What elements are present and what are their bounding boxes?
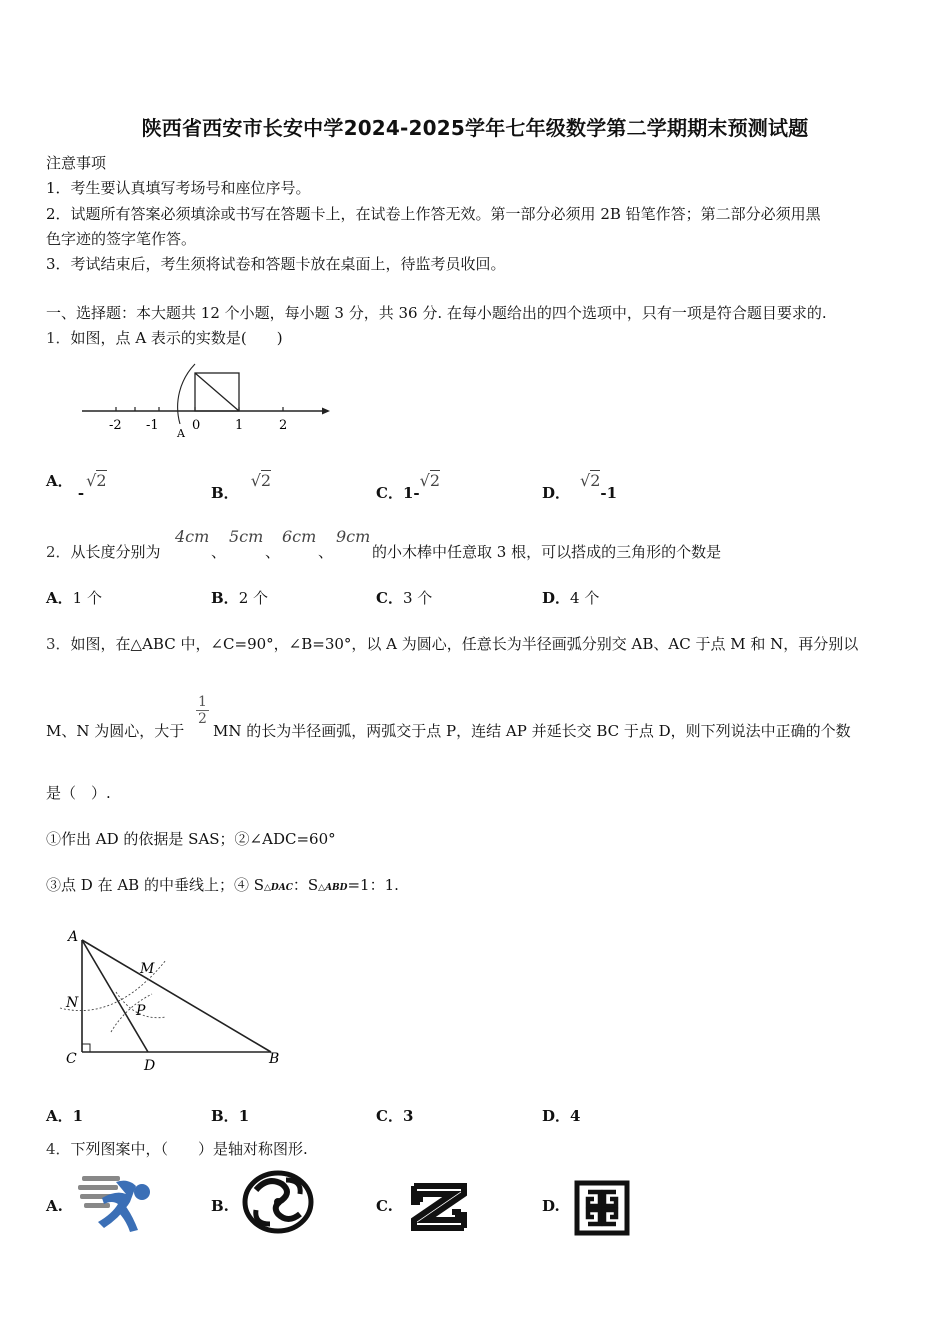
vertex-label: A (68, 929, 79, 945)
question-text: 如图，在△ABC 中，∠C=90°，∠B=30°，以 A 为圆心，任意长为半径画弧分别交 AB、AC 于点 M 和 N，再分别以 (70, 635, 859, 653)
fret-pattern-icon[interactable] (574, 1180, 630, 1236)
question-number: 1． (46, 329, 71, 347)
separator: 、 (318, 543, 334, 561)
option-label: D． (542, 1107, 571, 1125)
question-text: 如图，点 A 表示的实数是( ) (70, 329, 283, 347)
q1-option-c[interactable]: C．1-√2 (376, 471, 441, 502)
separator: 、 (211, 543, 227, 561)
question-tail: 的小木棒中任意取 3 根，可以搭成的三角形的个数是 (372, 543, 722, 561)
fraction-denominator: 2 (198, 711, 207, 727)
length-2: 5cm (229, 527, 264, 546)
tick-label: -2 (109, 418, 122, 433)
question-number: 3． (46, 635, 71, 653)
option-label: B． (211, 1107, 239, 1125)
notice-item-1: 1．考生要认真填写考场号和座位序号。 (46, 179, 311, 197)
tick-label: 0 (192, 418, 201, 433)
sqrt-radicand: 2 (260, 471, 272, 490)
q2-option-a[interactable] (46, 587, 102, 608)
page-title: 陕西省西安市长安中学2024-2025学年七年级数学第二学期期末预测试题 (141, 116, 809, 140)
subscript: △DAC (264, 883, 293, 893)
option-label: D． (542, 484, 571, 502)
fraction-one-half (196, 694, 209, 727)
q4-option-d-label[interactable]: D. (542, 1197, 560, 1215)
length-1: 4cm (175, 527, 210, 546)
option-label: C． (376, 484, 403, 502)
q2-option-d[interactable] (542, 587, 599, 608)
notice-item-2-cont: 色字迹的签字笔作答。 (46, 230, 197, 248)
fraction-numerator: 1 (198, 694, 207, 710)
option-value: 1 (72, 1107, 84, 1125)
q1-option-d[interactable]: D．√2-1 (542, 471, 618, 502)
q3-option-a[interactable] (46, 1105, 83, 1126)
q2-option-c[interactable] (376, 587, 432, 608)
statement-1-2: ①作出 AD 的依据是 SAS；②∠ADC=60° (46, 830, 336, 848)
question-4 (46, 1138, 308, 1159)
sqrt-radicand: 2 (429, 471, 441, 490)
sqrt-radicand: 2 (590, 471, 601, 490)
question-3-line-2a: M、N 为圆心，大于 (46, 722, 185, 740)
question-3-line-2b: MN 的长为半径画弧，两弧交于点 P，连结 AP 并延长交 BC 于点 D，则下列说法中正确的个数 (213, 722, 851, 740)
length-4: 9cm (336, 527, 371, 546)
option-value: 1 个 (72, 589, 102, 607)
point-a-label: A (177, 427, 185, 440)
question-text: 下列图案中，（ ）是轴对称图形. (70, 1140, 308, 1158)
option-label: A． (46, 1107, 73, 1125)
question-3-line-3: 是（ ）. (46, 784, 111, 802)
q4-option-c-label[interactable]: C. (376, 1197, 393, 1215)
q1-option-b[interactable]: B．√2 (211, 471, 272, 502)
vertex-label: B (269, 1051, 280, 1067)
question-1 (46, 327, 283, 348)
section-heading: 一、选择题：本大题共 12 个小题，每小题 3 分，共 36 分. 在每小题给出的四个选项中，只有一项是符合题目要求的. (46, 304, 827, 322)
tick-label: 2 (279, 418, 288, 433)
q3-option-c[interactable] (376, 1105, 413, 1126)
option-prefix: - (77, 484, 85, 502)
option-value: 1 (238, 1107, 250, 1125)
option-label: B． (211, 484, 239, 502)
subscript: △ABD (318, 883, 348, 893)
vertex-label: C (66, 1051, 77, 1067)
question-number: 2． (46, 543, 71, 561)
triangle-figure (56, 922, 296, 1076)
statement-3-4 (46, 874, 399, 895)
option-label: A． (46, 589, 73, 607)
knot-pattern-icon[interactable] (408, 1180, 470, 1234)
option-label: C． (376, 1107, 403, 1125)
option-label: B． (211, 589, 239, 607)
question-lead: 从长度分别为 (70, 543, 161, 561)
q3-option-d[interactable] (542, 1105, 580, 1126)
statement-text: ：S (292, 876, 319, 894)
option-label: A． (46, 472, 73, 490)
q3-option-b[interactable] (211, 1105, 249, 1126)
option-value: 3 个 (402, 589, 433, 607)
option-value: 3 (402, 1107, 414, 1125)
notice-item-3: 3．考试结束后，考生须将试卷和答题卡放在桌面上，待监考员收回。 (46, 255, 506, 273)
sqrt-radicand: 2 (96, 471, 107, 490)
option-value: 4 个 (570, 589, 600, 607)
question-number: 4． (46, 1140, 71, 1158)
notice-heading: 注意事项 (46, 154, 107, 172)
vertex-label: M (140, 961, 155, 977)
statement-text: ③点 D 在 AB 的中垂线上；④ S (46, 876, 264, 894)
q4-option-a-label[interactable]: A. (46, 1197, 63, 1215)
swirl-pattern-icon[interactable] (242, 1170, 314, 1234)
number-line-figure (78, 362, 338, 442)
question-2 (46, 527, 161, 561)
q1-option-a[interactable]: A． -√2 (46, 471, 107, 502)
vertex-label: P (136, 1003, 146, 1019)
option-suffix: -1 (600, 484, 618, 502)
vertex-label: D (144, 1058, 156, 1074)
question-3-line-1 (46, 633, 858, 654)
option-prefix: 1- (402, 484, 420, 502)
length-3: 6cm (282, 527, 317, 546)
option-label: D． (542, 589, 571, 607)
option-value: 2 个 (238, 589, 268, 607)
q4-option-b-label[interactable]: B. (211, 1197, 229, 1215)
tick-label: -1 (146, 418, 159, 433)
vertex-label: N (66, 995, 79, 1011)
q2-option-b[interactable] (211, 587, 268, 608)
option-value: 4 (570, 1107, 581, 1125)
separator: 、 (265, 543, 281, 561)
notice-item-2: 2．试题所有答案必须填涂或书写在答题卡上，在试卷上作答无效。第一部分必须用 2B 铅笔作答；第二部分必须用黑 (46, 205, 821, 223)
statement-text: =1：1. (347, 876, 399, 894)
running-figure-logo-icon[interactable] (76, 1170, 158, 1236)
tick-label: 1 (235, 418, 244, 433)
option-label: C． (376, 589, 403, 607)
